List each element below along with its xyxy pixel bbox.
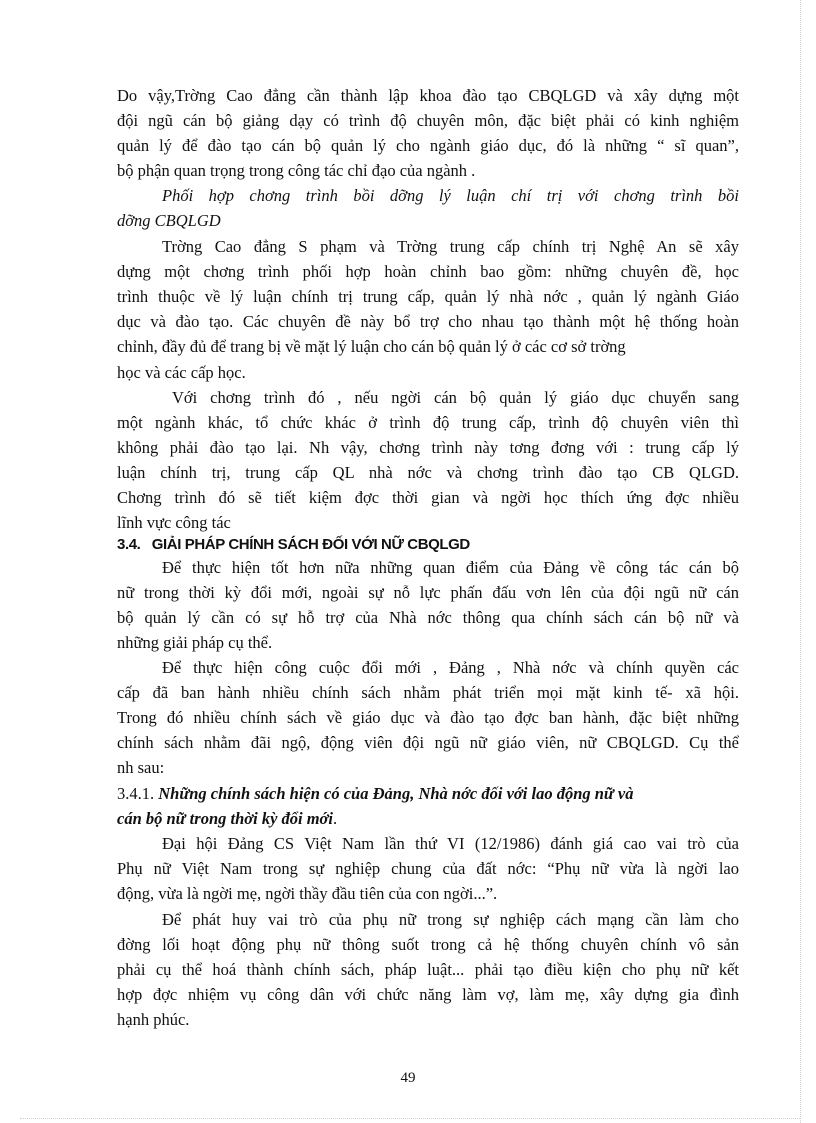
text-line: hạnh phúc. (117, 1010, 190, 1029)
text-line: Với chơng trình đó , nếu ngời cán bộ quản lý giáo dục chuyển sang (172, 388, 739, 407)
text-line: chính sách nhằm đãi ngộ, động viên đội ngũ nữ giáo viên, nữ CBQLGD. Cụ thể (117, 733, 739, 752)
text-line: một ngành khác, tổ chức khác ở trình độ trung cấp, trình độ chuyên viên thì (117, 413, 739, 432)
text-line: Để thực hiện công cuộc đổi mới , Đảng , Nhà nớc và chính quyền các (162, 658, 739, 677)
text-line: lĩnh vực công tác (117, 513, 231, 532)
text-line: Trờng Cao đẳng S phạm và Trờng trung cấp chính trị Nghệ An sẽ xây (162, 237, 739, 256)
text-line: học và các cấp học. (117, 363, 246, 382)
section-heading (117, 534, 470, 556)
text-line: động, vừa là ngời mẹ, ngời thầy đầu tiên của con ngời...”. (117, 884, 498, 903)
subsection-title: cán bộ nữ trong thời kỳ đổi mới (117, 809, 333, 828)
text-line: luận chính trị, trung cấp QL nhà nớc và chơng trình đào tạo CB QLGD. (117, 463, 739, 482)
section-number: 3.4 (117, 536, 137, 553)
subsection-title: Những chính sách hiện có của Đảng, Nhà nớc đối với lao động nữ và (158, 784, 634, 803)
text-line: phải cụ thể hoá thành chính sách, pháp luật... phải tạo điều kiện cho phụ nữ kết (117, 960, 739, 979)
subsection-number: 3.4.1. (117, 784, 159, 803)
text-line: đội ngũ cán bộ giảng dạy có trình độ chuyên môn, đặc biệt phải có kinh nghiệm (117, 111, 739, 130)
subsection-period: . (333, 809, 338, 828)
text-line: bộ quản lý cần có sự hỗ trợ của Nhà nớc thông qua chính sách cán bộ nữ và (117, 608, 739, 627)
text-line: dục và đào tạo. Các chuyên đề này bổ trợ cho nhau tạo thành một hệ thống hoàn (117, 312, 739, 331)
text-line: chỉnh, đầy đủ để trang bị về mặt lý luận cho cán bộ quản lý ở các cơ sở trờng (117, 337, 626, 356)
text-line: những giải pháp cụ thể. (117, 633, 273, 652)
text-line: Để phát huy vai trò của phụ nữ trong sự nghiệp cách mạng cần làm cho (162, 910, 739, 929)
page-border-bottom (20, 1118, 800, 1119)
section-title: GIẢI PHÁP CHÍNH SÁCH ĐỐI VỚI NỮ CBQLGD (151, 536, 470, 553)
text-line: Phụ nữ Việt Nam trong sự nghiệp chung của đất nớc: “Phụ nữ vừa là ngời lao (117, 859, 739, 878)
section-dot: . (136, 536, 141, 553)
text-line: đờng lối hoạt động phụ nữ thông suốt trong cả hệ thống chuyên chính vô sản (117, 935, 739, 954)
text-line: không phải đào tạo lại. Nh vậy, chơng trình này tơng đơng với : trung cấp lý (117, 438, 739, 457)
subheading-italic: dỡng CBQLGD (117, 211, 221, 230)
subsection-heading (117, 782, 739, 806)
text-line: nh sau: (117, 758, 165, 777)
text-line: quản lý để đào tạo cán bộ quản lý cho ngành giáo dục, đó là những “ sĩ quan”, (117, 136, 739, 155)
text-line: nữ trong thời kỳ đổi mới, ngoài sự nỗ lực phấn đấu vơn lên của đội ngũ nữ cán (117, 583, 739, 602)
text-line: hợp đợc nhiệm vụ công dân với chức năng làm vợ, làm mẹ, xây dựng gia đình (117, 985, 739, 1004)
page-number: 49 (400, 1070, 416, 1086)
subheading-italic: Phối hợp chơng trình bồi dỡng lý luận chí trị với chơng trình bồi (162, 186, 739, 205)
text-line: Trong đó nhiều chính sách về giáo dục và đào tạo đợc ban hành, đặc biệt những (117, 708, 739, 727)
text-line: Chơng trình đó sẽ tiết kiệm đợc thời gian và ngời học thích ứng đợc nhiều (117, 488, 739, 507)
page-border-right (800, 0, 801, 1123)
text-line: bộ phận quan trọng trong công tác chỉ đạo của ngành . (117, 161, 476, 180)
text-line: dựng một chơng trình phối hợp hoàn chỉnh bao gồm: những chuyên đề, học (117, 262, 739, 281)
subsection-heading-cont (117, 807, 739, 831)
text-line: Đại hội Đảng CS Việt Nam lần thứ VI (12/1986) đánh giá cao vai trò của (162, 834, 739, 853)
text-line: Do vậy,Trờng Cao đẳng cần thành lập khoa đào tạo CBQLGD và xây dựng một (117, 86, 739, 105)
text-line: Để thực hiện tốt hơn nữa những quan điểm của Đảng về công tác cán bộ (162, 558, 739, 577)
text-line: trình thuộc về lý luận chính trị trung cấp, quản lý nhà nớc , quản lý ngành Giáo (117, 287, 739, 306)
text-line: cấp đã ban hành nhiều chính sách nhằm phát triển mọi mặt kinh tế- xã hội. (117, 683, 739, 702)
